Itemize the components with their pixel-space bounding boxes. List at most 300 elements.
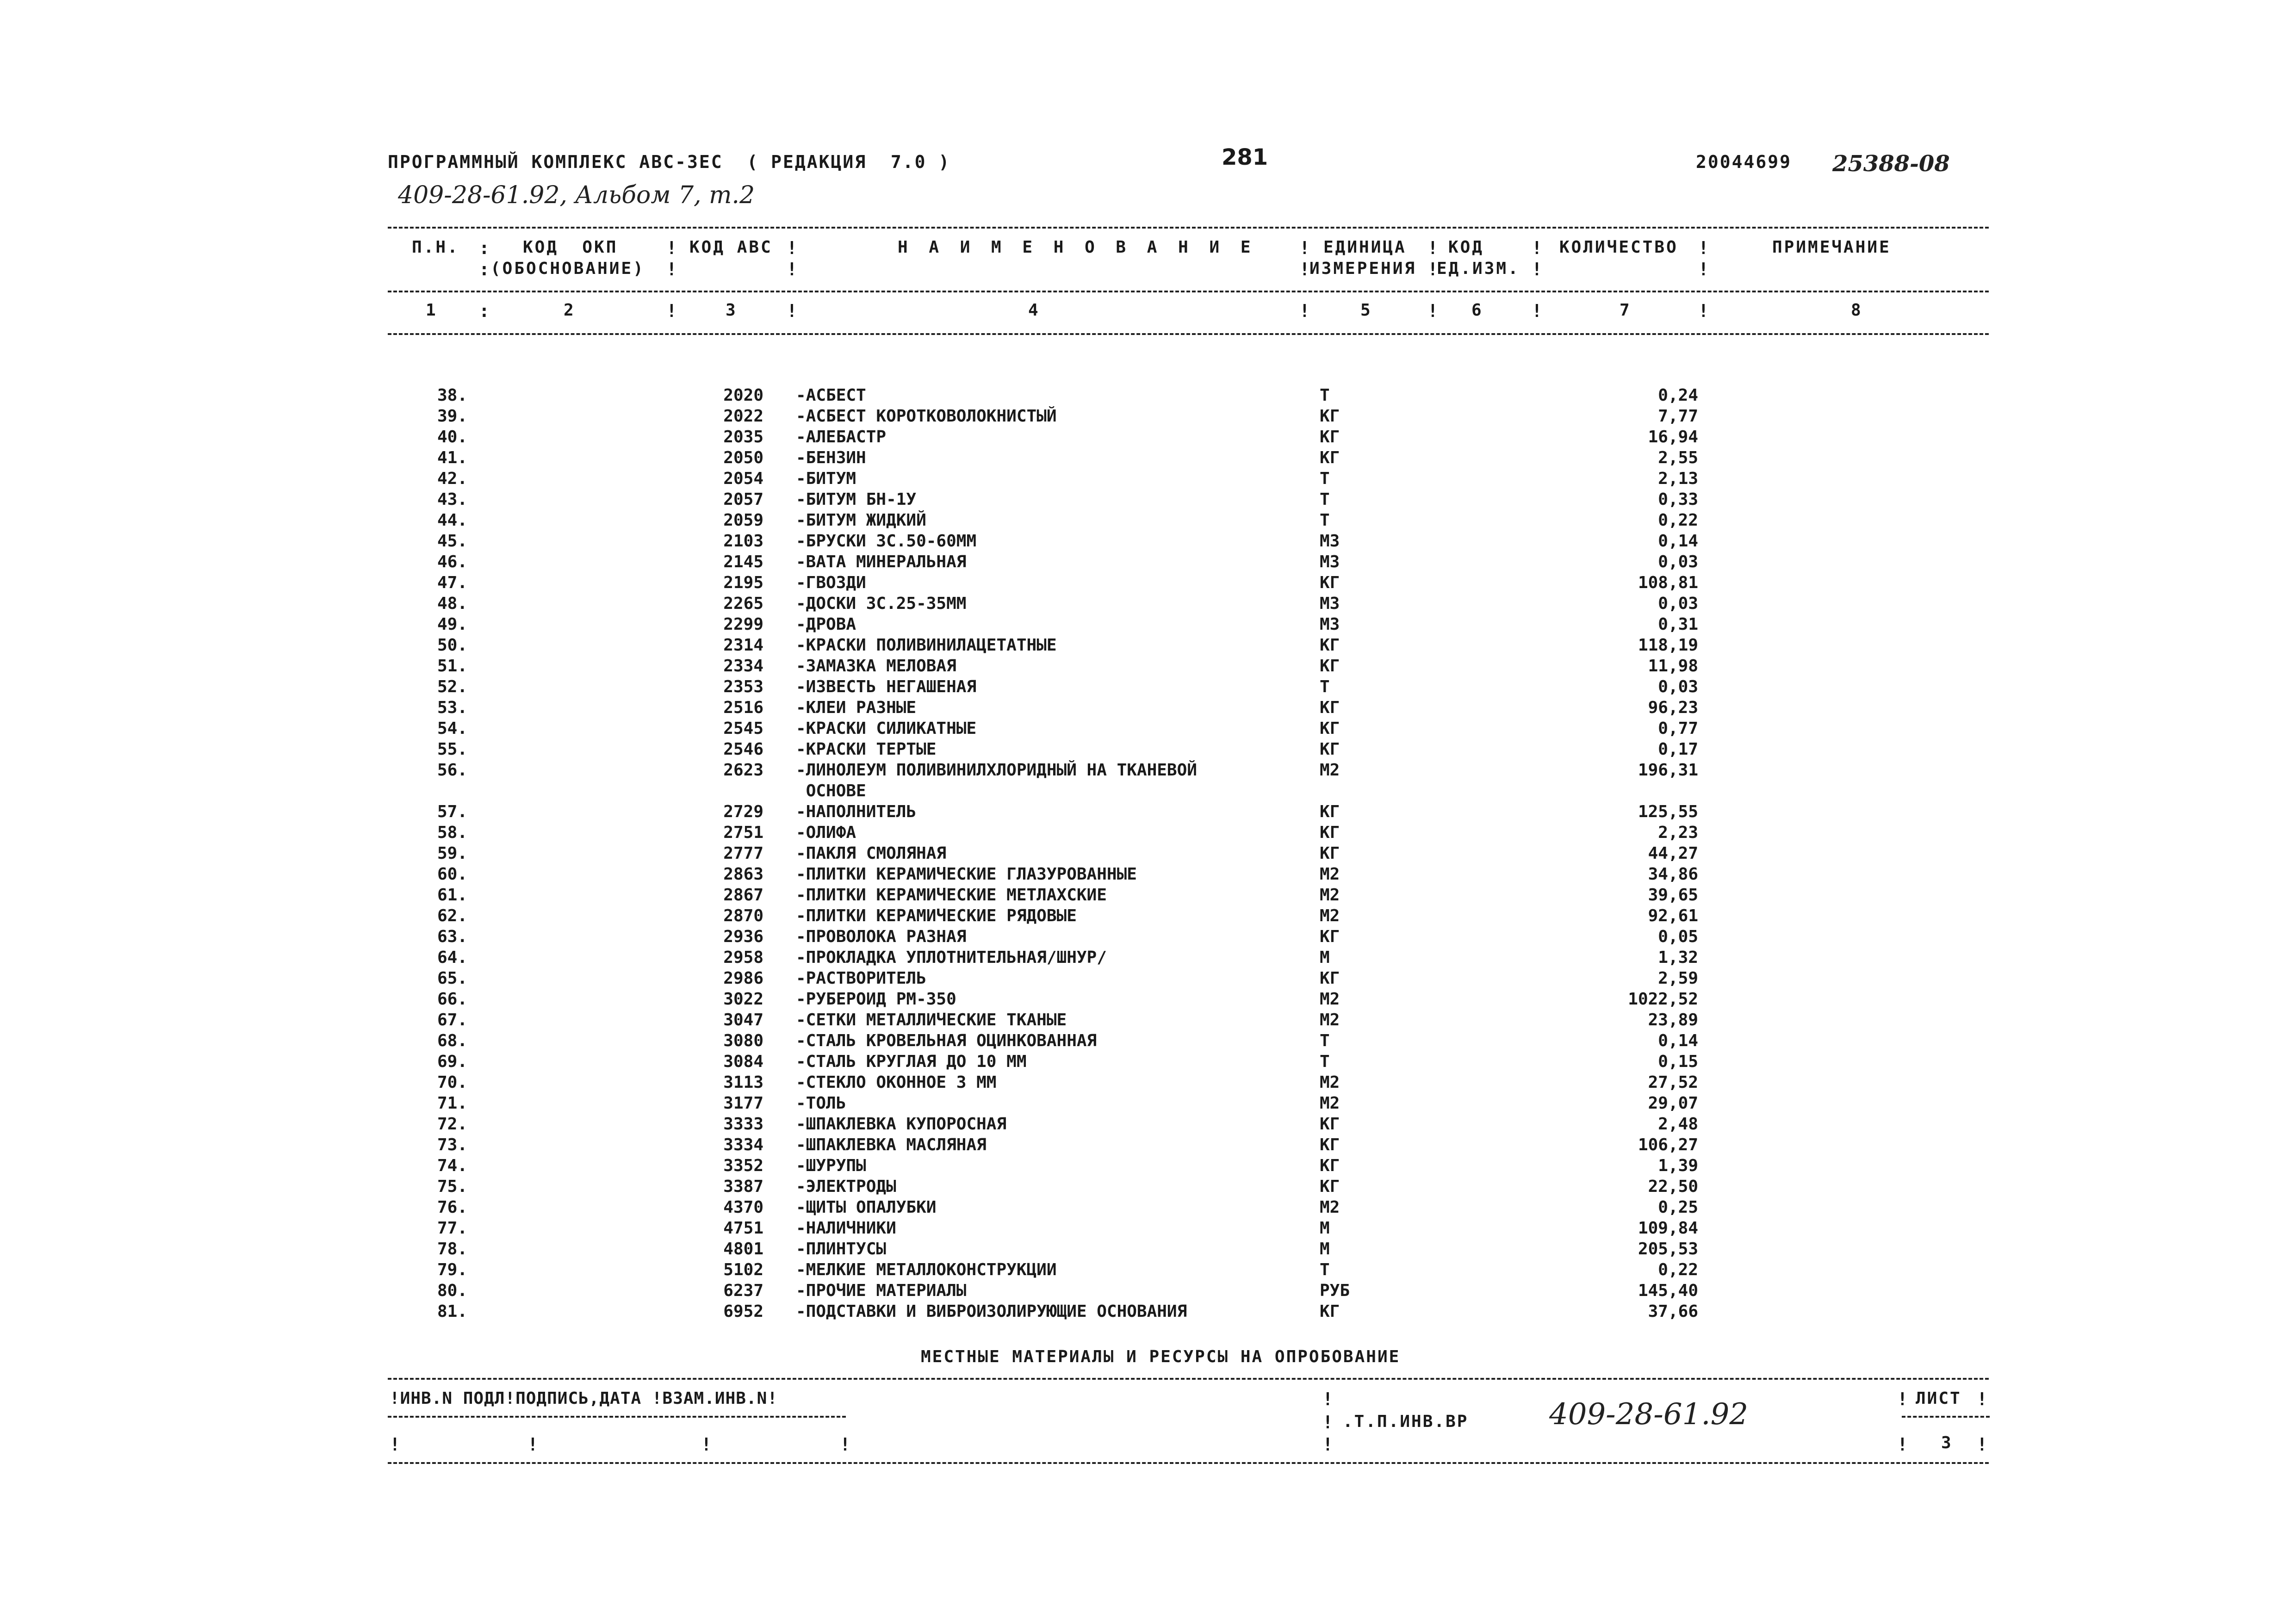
unit: КГ bbox=[1320, 1302, 1340, 1321]
col-sep: ! bbox=[666, 259, 677, 279]
row-number: 40. bbox=[437, 428, 467, 446]
quantity: 39,65 bbox=[1648, 886, 1698, 905]
table-row bbox=[0, 676, 2296, 697]
col-header-okp-1: КОД ОКП bbox=[523, 238, 618, 257]
row-number: 67. bbox=[437, 1011, 467, 1029]
abc-code: 2103 bbox=[723, 532, 763, 551]
row-number: 72. bbox=[437, 1115, 467, 1134]
row-number: 45. bbox=[437, 532, 467, 551]
material-name: -НАПОЛНИТЕЛЬ bbox=[796, 802, 917, 821]
abc-code: 2057 bbox=[723, 490, 763, 509]
quantity: 106,27 bbox=[1638, 1135, 1698, 1154]
abc-code: 2020 bbox=[723, 386, 763, 405]
unit: М2 bbox=[1320, 906, 1340, 925]
row-number: 41. bbox=[437, 448, 467, 467]
table-row bbox=[0, 1114, 2296, 1135]
abc-code: 2958 bbox=[723, 948, 763, 967]
col-sep: : bbox=[479, 301, 490, 321]
unit: М3 bbox=[1320, 615, 1340, 634]
table-row bbox=[0, 385, 2296, 406]
material-name: -ШПАКЛЕВКА МАСЛЯНАЯ bbox=[796, 1135, 987, 1154]
unit: Т bbox=[1320, 1052, 1330, 1071]
col-sep: ! bbox=[1977, 1389, 1987, 1409]
quantity: 92,61 bbox=[1648, 906, 1698, 925]
abc-code: 3352 bbox=[723, 1156, 763, 1175]
abc-code: 2195 bbox=[723, 573, 763, 592]
row-number: 44. bbox=[437, 511, 467, 530]
abc-code: 3022 bbox=[723, 990, 763, 1009]
unit: КГ bbox=[1320, 407, 1340, 426]
material-name: -ДРОВА bbox=[796, 615, 856, 634]
col-sep: ! bbox=[666, 301, 677, 321]
material-name: -НАЛИЧНИКИ bbox=[796, 1219, 896, 1238]
table-row bbox=[0, 593, 2296, 614]
row-number: 71. bbox=[437, 1094, 467, 1113]
unit: КГ bbox=[1320, 448, 1340, 467]
unit: КГ bbox=[1320, 719, 1340, 738]
table-row bbox=[0, 989, 2296, 1010]
table-row bbox=[0, 572, 2296, 593]
abc-code: 4751 bbox=[723, 1219, 763, 1238]
col-sep: ! bbox=[1532, 259, 1542, 279]
row-number: 76. bbox=[437, 1198, 467, 1217]
material-name: -АСБЕСТ КОРОТКОВОЛОКНИСТЫЙ bbox=[796, 407, 1057, 426]
material-name: -АСБЕСТ bbox=[796, 386, 866, 405]
material-name: -КРАСКИ ТЕРТЫЕ bbox=[796, 740, 937, 759]
material-name: -РУБЕРОИД РМ-350 bbox=[796, 990, 956, 1009]
material-name: -БИТУМ bbox=[796, 469, 856, 488]
sheet-rule-mid bbox=[1902, 1416, 1990, 1418]
material-name: -ГВОЗДИ bbox=[796, 573, 866, 592]
unit: КГ bbox=[1320, 698, 1340, 717]
quantity: 27,52 bbox=[1648, 1073, 1698, 1092]
abc-code: 2777 bbox=[723, 844, 763, 863]
col-sep: ! bbox=[1977, 1434, 1987, 1455]
table-row bbox=[0, 1176, 2296, 1197]
row-number: 59. bbox=[437, 844, 467, 863]
row-number: 49. bbox=[437, 615, 467, 634]
quantity: 0,14 bbox=[1658, 532, 1698, 551]
table-row bbox=[0, 739, 2296, 760]
col-sep: : bbox=[479, 238, 490, 258]
table-row bbox=[0, 1197, 2296, 1218]
col-sep: : bbox=[479, 259, 490, 279]
table-row bbox=[0, 843, 2296, 864]
quantity: 0,25 bbox=[1658, 1198, 1698, 1217]
col-sep: ! bbox=[1698, 259, 1709, 279]
col-sep: ! bbox=[1299, 238, 1310, 258]
row-number: 77. bbox=[437, 1219, 467, 1238]
table-row bbox=[0, 885, 2296, 905]
table-row bbox=[0, 926, 2296, 947]
abc-code: 6952 bbox=[723, 1302, 763, 1321]
material-name: -КЛЕИ РАЗНЫЕ bbox=[796, 698, 917, 717]
abc-code: 3084 bbox=[723, 1052, 763, 1071]
row-number: 43. bbox=[437, 490, 467, 509]
col-number: 7 bbox=[1620, 301, 1630, 320]
col-sep: ! bbox=[840, 1434, 850, 1455]
unit: КГ bbox=[1320, 636, 1340, 655]
abc-code: 2546 bbox=[723, 740, 763, 759]
table-row bbox=[0, 718, 2296, 739]
abc-code: 3387 bbox=[723, 1177, 763, 1196]
col-sep: ! bbox=[1427, 259, 1438, 279]
row-number: 39. bbox=[437, 407, 467, 426]
row-number: 50. bbox=[437, 636, 467, 655]
row-number: 66. bbox=[437, 990, 467, 1009]
quantity: 2,13 bbox=[1658, 469, 1698, 488]
unit: Т bbox=[1320, 511, 1330, 530]
row-number: 56. bbox=[437, 761, 467, 780]
col-sep: ! bbox=[527, 1434, 538, 1455]
unit: КГ bbox=[1320, 1156, 1340, 1175]
col-header-note: ПРИМЕЧАНИЕ bbox=[1772, 238, 1891, 257]
material-name: -ЛИНОЛЕУМ ПОЛИВИНИЛХЛОРИДНЫЙ НА ТКАНЕВОЙ ОСНОВЕ bbox=[796, 761, 1197, 800]
col-header-unitcode-1: КОД bbox=[1448, 238, 1484, 257]
unit: КГ bbox=[1320, 802, 1340, 821]
row-number: 69. bbox=[437, 1052, 467, 1071]
row-number: 61. bbox=[437, 886, 467, 905]
program-header: ПРОГРАММНЫЙ КОМПЛЕКС АВС-3ЕС ( РЕДАКЦИЯ 7.0 ) bbox=[388, 152, 951, 172]
col-sep: ! bbox=[390, 1434, 400, 1455]
quantity: 0,03 bbox=[1658, 594, 1698, 613]
quantity: 1022,52 bbox=[1628, 990, 1698, 1009]
row-number: 58. bbox=[437, 823, 467, 842]
row-number: 64. bbox=[437, 948, 467, 967]
table-row bbox=[0, 427, 2296, 447]
header-rule-mid bbox=[388, 291, 1989, 292]
quantity: 23,89 bbox=[1648, 1011, 1698, 1029]
col-sep: ! bbox=[787, 301, 797, 321]
row-number: 53. bbox=[437, 698, 467, 717]
abc-code: 6237 bbox=[723, 1281, 763, 1300]
row-number: 80. bbox=[437, 1281, 467, 1300]
row-number: 47. bbox=[437, 573, 467, 592]
tp-number: 409-28-61.92 bbox=[1549, 1397, 1749, 1432]
quantity: 22,50 bbox=[1648, 1177, 1698, 1196]
abc-code: 2353 bbox=[723, 677, 763, 696]
quantity: 1,32 bbox=[1658, 948, 1698, 967]
unit: КГ bbox=[1320, 657, 1340, 676]
col-header-qty: КОЛИЧЕСТВО bbox=[1559, 238, 1678, 257]
material-name: -ШПАКЛЕВКА КУПОРОСНАЯ bbox=[796, 1115, 1007, 1134]
table-row bbox=[0, 1239, 2296, 1259]
unit: М2 bbox=[1320, 1094, 1340, 1113]
col-sep: ! bbox=[787, 259, 797, 279]
abc-code: 3333 bbox=[723, 1115, 763, 1134]
table-row bbox=[0, 1301, 2296, 1322]
quantity: 44,27 bbox=[1648, 844, 1698, 863]
material-name: -ТОЛЬ bbox=[796, 1094, 846, 1113]
unit: Т bbox=[1320, 386, 1330, 405]
quantity: 34,86 bbox=[1648, 865, 1698, 884]
col-sep: ! bbox=[1322, 1412, 1333, 1432]
table-row bbox=[0, 552, 2296, 572]
col-number: 2 bbox=[564, 301, 574, 320]
material-name: -СТЕКЛО ОКОННОЕ 3 ММ bbox=[796, 1073, 997, 1092]
row-number: 74. bbox=[437, 1156, 467, 1175]
col-number: 8 bbox=[1851, 301, 1861, 320]
col-sep: ! bbox=[666, 238, 677, 258]
material-name: -БИТУМ ЖИДКИЙ bbox=[796, 511, 926, 530]
unit: М2 bbox=[1320, 1198, 1340, 1217]
unit: КГ bbox=[1320, 823, 1340, 842]
quantity: 2,48 bbox=[1658, 1115, 1698, 1134]
col-header-pn: П.Н. bbox=[412, 238, 459, 257]
unit: М bbox=[1320, 948, 1330, 967]
quantity: 0,33 bbox=[1658, 490, 1698, 509]
unit: М3 bbox=[1320, 552, 1340, 571]
abc-code: 2867 bbox=[723, 886, 763, 905]
quantity: 0,31 bbox=[1658, 615, 1698, 634]
col-sep: ! bbox=[1322, 1434, 1333, 1455]
quantity: 1,39 bbox=[1658, 1156, 1698, 1175]
abc-code: 2035 bbox=[723, 428, 763, 446]
col-sep: ! bbox=[1532, 301, 1542, 321]
unit: М3 bbox=[1320, 532, 1340, 551]
row-number: 73. bbox=[437, 1135, 467, 1154]
unit: М2 bbox=[1320, 761, 1340, 780]
row-number: 42. bbox=[437, 469, 467, 488]
row-number: 54. bbox=[437, 719, 467, 738]
col-sep: ! bbox=[701, 1434, 712, 1455]
unit: М2 bbox=[1320, 1073, 1340, 1092]
stamp-rule-mid bbox=[388, 1416, 846, 1418]
row-number: 65. bbox=[437, 969, 467, 988]
row-number: 52. bbox=[437, 677, 467, 696]
unit: КГ bbox=[1320, 740, 1340, 759]
abc-code: 3334 bbox=[723, 1135, 763, 1154]
material-name: -ЩИТЫ ОПАЛУБКИ bbox=[796, 1198, 937, 1217]
abc-code: 2314 bbox=[723, 636, 763, 655]
abc-code: 2059 bbox=[723, 511, 763, 530]
col-sep: ! bbox=[1299, 259, 1310, 279]
stamp-labels: !ИНВ.N ПОДЛ!ПОДПИСЬ,ДАТА !ВЗАМ.ИНВ.N! bbox=[390, 1389, 778, 1408]
quantity: 29,07 bbox=[1648, 1094, 1698, 1113]
material-name: -СТАЛЬ КРУГЛАЯ ДО 10 ММ bbox=[796, 1052, 1027, 1071]
unit: Т bbox=[1320, 490, 1330, 509]
abc-code: 2986 bbox=[723, 969, 763, 988]
header-rule-bottom bbox=[388, 333, 1989, 335]
row-number: 63. bbox=[437, 927, 467, 946]
unit: КГ bbox=[1320, 844, 1340, 863]
quantity: 2,23 bbox=[1658, 823, 1698, 842]
material-name: -БИТУМ БН-1У bbox=[796, 490, 917, 509]
material-name: -ПЛИТКИ КЕРАМИЧЕСКИЕ МЕТЛАХСКИЕ bbox=[796, 886, 1107, 905]
footer-caption: МЕСТНЫЕ МАТЕРИАЛЫ И РЕСУРСЫ НА ОПРОБОВАНИЕ bbox=[921, 1347, 1401, 1366]
abc-code: 4370 bbox=[723, 1198, 763, 1217]
stamp-rule-bottom bbox=[388, 1462, 1989, 1464]
abc-code: 3047 bbox=[723, 1011, 763, 1029]
material-name: -ПРОЧИЕ МАТЕРИАЛЫ bbox=[796, 1281, 967, 1300]
unit: М bbox=[1320, 1240, 1330, 1259]
material-name: -ПОДСТАВКИ И ВИБРОИЗОЛИРУЮЩИЕ ОСНОВАНИЯ bbox=[796, 1302, 1187, 1321]
unit: М bbox=[1320, 1219, 1330, 1238]
table-row bbox=[0, 1093, 2296, 1114]
abc-code: 2265 bbox=[723, 594, 763, 613]
quantity: 0,22 bbox=[1658, 511, 1698, 530]
material-name: -ПРОВОЛОКА РАЗНАЯ bbox=[796, 927, 967, 946]
page-number: 281 bbox=[1222, 144, 1268, 170]
material-name: -СТАЛЬ КРОВЕЛЬНАЯ ОЦИНКОВАННАЯ bbox=[796, 1031, 1097, 1050]
col-header-unit-1: ЕДИНИЦА bbox=[1323, 238, 1407, 257]
table-row bbox=[0, 1051, 2296, 1072]
quantity: 108,81 bbox=[1638, 573, 1698, 592]
table-row bbox=[0, 760, 2296, 801]
table-row bbox=[0, 1280, 2296, 1301]
col-sep: ! bbox=[1532, 238, 1542, 258]
quantity: 0,14 bbox=[1658, 1031, 1698, 1050]
table-row bbox=[0, 697, 2296, 718]
table-row bbox=[0, 864, 2296, 885]
table-row bbox=[0, 468, 2296, 489]
material-name: -ПЛИНТУСЫ bbox=[796, 1240, 887, 1259]
abc-code: 2545 bbox=[723, 719, 763, 738]
document-code: 20044699 bbox=[1696, 152, 1792, 172]
material-name: -ЗАМАЗКА МЕЛОВАЯ bbox=[796, 657, 956, 676]
table-row bbox=[0, 510, 2296, 531]
sheet-number: 3 bbox=[1941, 1433, 1953, 1452]
unit: М3 bbox=[1320, 594, 1340, 613]
row-number: 78. bbox=[437, 1240, 467, 1259]
abc-code: 3177 bbox=[723, 1094, 763, 1113]
unit: КГ bbox=[1320, 969, 1340, 988]
table-row bbox=[0, 905, 2296, 926]
unit: Т bbox=[1320, 677, 1330, 696]
material-name: -ДОСКИ 3С.25-35ММ bbox=[796, 594, 967, 613]
row-number: 55. bbox=[437, 740, 467, 759]
row-number: 57. bbox=[437, 802, 467, 821]
col-sep: ! bbox=[1698, 238, 1709, 258]
row-number: 81. bbox=[437, 1302, 467, 1321]
unit: КГ bbox=[1320, 1135, 1340, 1154]
table-row bbox=[0, 1135, 2296, 1155]
quantity: 37,66 bbox=[1648, 1302, 1698, 1321]
unit: М2 bbox=[1320, 1011, 1340, 1029]
row-number: 38. bbox=[437, 386, 467, 405]
material-name: -РАСТВОРИТЕЛЬ bbox=[796, 969, 926, 988]
col-sep: ! bbox=[787, 238, 797, 258]
material-name: -ОЛИФА bbox=[796, 823, 856, 842]
material-name: -СЕТКИ МЕТАЛЛИЧЕСКИЕ ТКАНЫЕ bbox=[796, 1011, 1067, 1029]
abc-code: 2623 bbox=[723, 761, 763, 780]
col-sep: ! bbox=[1299, 301, 1310, 321]
table-row bbox=[0, 1072, 2296, 1093]
row-number: 75. bbox=[437, 1177, 467, 1196]
col-sep: ! bbox=[1322, 1389, 1333, 1409]
unit: М2 bbox=[1320, 990, 1340, 1009]
abc-code: 2516 bbox=[723, 698, 763, 717]
material-name: -ПЛИТКИ КЕРАМИЧЕСКИЕ ГЛАЗУРОВАННЫЕ bbox=[796, 865, 1137, 884]
table-row bbox=[0, 1155, 2296, 1176]
col-number: 3 bbox=[726, 301, 736, 320]
abc-code: 2050 bbox=[723, 448, 763, 467]
unit: КГ bbox=[1320, 428, 1340, 446]
table-row bbox=[0, 489, 2296, 510]
material-name: -ВАТА МИНЕРАЛЬНАЯ bbox=[796, 552, 967, 571]
col-sep: ! bbox=[1427, 301, 1438, 321]
unit: М2 bbox=[1320, 865, 1340, 884]
table-row bbox=[0, 614, 2296, 635]
abc-code: 2299 bbox=[723, 615, 763, 634]
materials-table-body bbox=[0, 385, 2296, 1322]
material-name: -БРУСКИ 3С.50-60ММ bbox=[796, 532, 977, 551]
abc-code: 2729 bbox=[723, 802, 763, 821]
table-row bbox=[0, 447, 2296, 468]
row-number: 51. bbox=[437, 657, 467, 676]
unit: РУБ bbox=[1320, 1281, 1350, 1300]
row-number: 60. bbox=[437, 865, 467, 884]
stamp-rule-top bbox=[388, 1378, 1989, 1380]
quantity: 0,77 bbox=[1658, 719, 1698, 738]
table-row bbox=[0, 947, 2296, 968]
abc-code: 3080 bbox=[723, 1031, 763, 1050]
col-header-okp-2: (ОБОСНОВАНИЕ) bbox=[490, 259, 645, 278]
unit: КГ bbox=[1320, 1115, 1340, 1134]
quantity: 109,84 bbox=[1638, 1219, 1698, 1238]
quantity: 118,19 bbox=[1638, 636, 1698, 655]
material-name: -ЭЛЕКТРОДЫ bbox=[796, 1177, 896, 1196]
row-number: 68. bbox=[437, 1031, 467, 1050]
quantity: 2,55 bbox=[1658, 448, 1698, 467]
table-row bbox=[0, 822, 2296, 843]
abc-code: 2145 bbox=[723, 552, 763, 571]
material-name: -МЕЛКИЕ МЕТАЛЛОКОНСТРУКЦИИ bbox=[796, 1260, 1057, 1279]
quantity: 0,03 bbox=[1658, 677, 1698, 696]
quantity: 0,17 bbox=[1658, 740, 1698, 759]
quantity: 125,55 bbox=[1638, 802, 1698, 821]
table-row bbox=[0, 406, 2296, 427]
table-row bbox=[0, 635, 2296, 656]
unit: Т bbox=[1320, 1260, 1330, 1279]
abc-code: 4801 bbox=[723, 1240, 763, 1259]
abc-code: 2022 bbox=[723, 407, 763, 426]
table-row bbox=[0, 1218, 2296, 1239]
abc-code: 2054 bbox=[723, 469, 763, 488]
header-rule-top bbox=[388, 227, 1989, 229]
table-row bbox=[0, 1010, 2296, 1030]
quantity: 2,59 bbox=[1658, 969, 1698, 988]
table-row bbox=[0, 1259, 2296, 1280]
col-header-name: Н А И М Е Н О В А Н И Е bbox=[898, 238, 1256, 257]
quantity: 0,24 bbox=[1658, 386, 1698, 405]
abc-code: 2863 bbox=[723, 865, 763, 884]
material-name: -КРАСКИ СИЛИКАТНЫЕ bbox=[796, 719, 977, 738]
quantity: 196,31 bbox=[1638, 761, 1698, 780]
col-sep: ! bbox=[1897, 1389, 1908, 1409]
abc-code: 3113 bbox=[723, 1073, 763, 1092]
quantity: 96,23 bbox=[1648, 698, 1698, 717]
tp-label: .Т.П.ИНВ.ВР bbox=[1343, 1412, 1469, 1431]
quantity: 16,94 bbox=[1648, 428, 1698, 446]
table-row bbox=[0, 531, 2296, 552]
material-name: -ИЗВЕСТЬ НЕГАШЕНАЯ bbox=[796, 677, 977, 696]
row-number: 79. bbox=[437, 1260, 467, 1279]
unit: КГ bbox=[1320, 927, 1340, 946]
quantity: 205,53 bbox=[1638, 1240, 1698, 1259]
col-header-unitcode-2: ЕД.ИЗМ. bbox=[1437, 259, 1520, 278]
col-number: 5 bbox=[1360, 301, 1371, 320]
abc-code: 5102 bbox=[723, 1260, 763, 1279]
material-name: -ПРОКЛАДКА УПЛОТНИТЕЛЬНАЯ/ШНУР/ bbox=[796, 948, 1107, 967]
quantity: 7,77 bbox=[1658, 407, 1698, 426]
unit: Т bbox=[1320, 469, 1330, 488]
unit: Т bbox=[1320, 1031, 1330, 1050]
col-sep: ! bbox=[1698, 301, 1709, 321]
abc-code: 2936 bbox=[723, 927, 763, 946]
col-header-unit-2: ИЗМЕРЕНИЯ bbox=[1309, 259, 1417, 278]
quantity: 0,22 bbox=[1658, 1260, 1698, 1279]
